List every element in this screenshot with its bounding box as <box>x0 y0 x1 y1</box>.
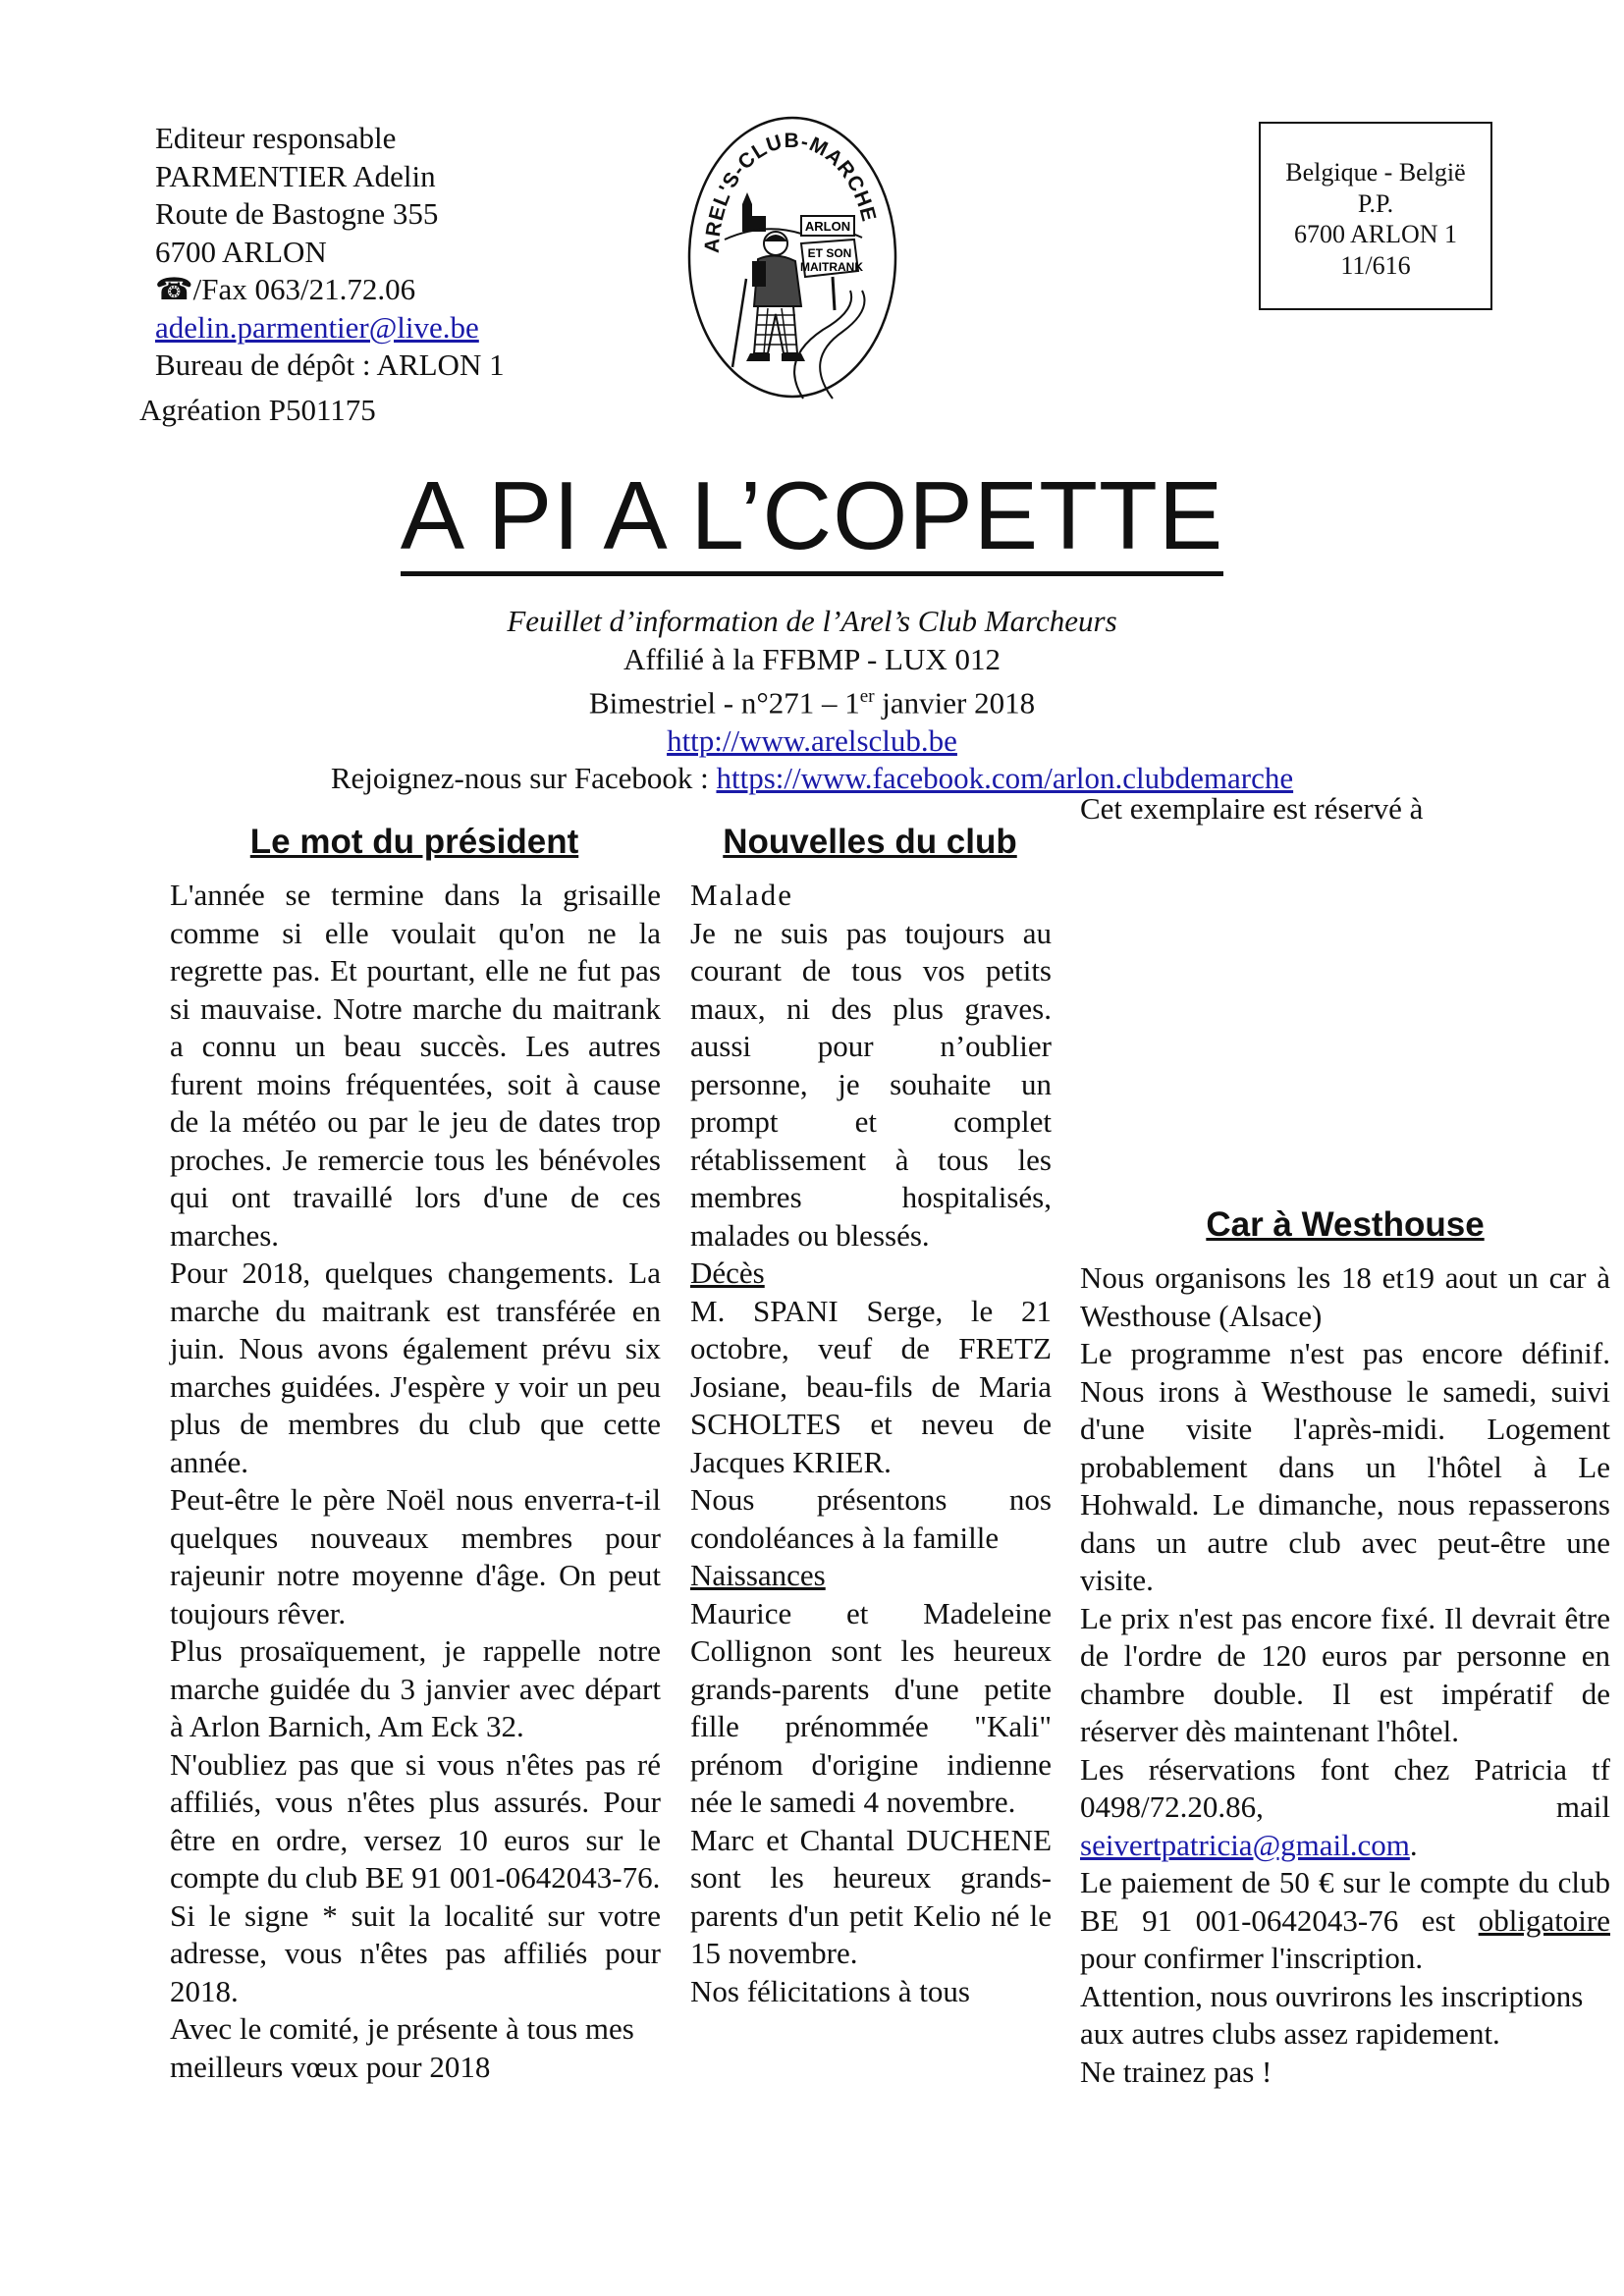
club-logo <box>685 114 899 400</box>
naissances-congrats: Nos félicitations à tous <box>690 1973 970 2008</box>
reservation-period: . <box>1409 1827 1418 1862</box>
westhouse-paragraph <box>1080 1751 1610 1865</box>
postage-country: Belgique - België <box>1285 158 1466 187</box>
naissances-title: Naissances <box>690 1558 826 1592</box>
malade-text: Je ne suis pas toujours au courant de tous vos petits maux, ni des plus graves. aussi pour n’oublier personne, je souhaite un prompt et complet rétablissement à tous les membres hospitalisés, malades ou blessés. <box>690 915 1052 1253</box>
payment-text: Le paiement de 50 € sur le compte du club BE 91 001-0642043-76 est <box>1080 1865 1610 1938</box>
deces-condolences: Nous présentons nos condoléances à la famille <box>690 1482 1052 1555</box>
postage-office: 6700 ARLON 1 <box>1293 220 1458 248</box>
publisher-depot: Bureau de dépôt : ARLON 1 <box>155 347 505 382</box>
publisher-street: Route de Bastogne 355 <box>155 196 439 231</box>
newsletter-title-wrap <box>0 461 1624 569</box>
logo-sign-line1: ET SON <box>807 246 852 260</box>
issue-sup: er <box>859 686 875 707</box>
issue-date: janvier 2018 <box>874 685 1036 721</box>
publisher-phone <box>155 271 505 309</box>
president-paragraph: Si le signe * suit la localité sur votre adresse, vous n'êtes pas affiliés pour 2018. <box>170 1897 661 2008</box>
website-link[interactable]: http://www.arelsclub.be <box>667 722 957 758</box>
publisher-city: 6700 ARLON <box>155 234 327 269</box>
publisher-name: PARMENTIER Adelin <box>155 158 436 193</box>
newsletter-issue <box>0 678 1624 722</box>
westhouse-paragraph: Le prix n'est pas encore fixé. Il devrait être de l'ordre de 120 euros par personne en chambre double. Il est impératif de réserver dès maintenant l'hôtel. <box>1080 1600 1610 1748</box>
publisher-email-link[interactable]: adelin.parmentier@live.be <box>155 309 479 345</box>
telephone-icon: ☎ <box>155 272 193 306</box>
club-news-heading: Nouvelles du club <box>723 823 1017 861</box>
westhouse-paragraph <box>1080 1864 1610 1978</box>
phone-number: /Fax 063/21.72.06 <box>192 272 416 306</box>
agreation-number: Agréation P501175 <box>139 393 376 427</box>
deces-title: Décès <box>690 1255 765 1290</box>
facebook-link[interactable]: https://www.facebook.com/arlon.clubdemarche <box>716 761 1294 796</box>
postage-box <box>1259 122 1492 310</box>
postage-number: 11/616 <box>1340 250 1411 280</box>
newsletter-affiliation: Affilié à la FFBMP - LUX 012 <box>623 641 1001 676</box>
postage-pp: P.P. <box>1357 188 1394 218</box>
reservation-email-link[interactable]: seivertpatricia@gmail.com <box>1080 1827 1410 1862</box>
malade-title: Malade <box>690 878 793 912</box>
newsletter-subtitle: Feuillet d’information de l’Arel’s Club Marcheurs <box>507 604 1117 638</box>
president-heading: Le mot du président <box>249 823 579 861</box>
president-paragraph: N'oubliez pas que si vous n'êtes pas ré affiliés, vous n'êtes plus assurés. Pour être en ordre, versez 10 euros sur le compte du club BE 91 001-0642043-76. <box>170 1746 661 1895</box>
reservation-text: Les réservations font chez Patricia tf 0498/72.20.86, mail <box>1080 1751 1610 1824</box>
president-paragraph: Plus prosaïquement, je rappelle notre marche guidée du 3 janvier avec départ à Arlon Barnich, Am Eck 32. <box>170 1633 661 1743</box>
logo-ring-text: AREL'S-CLUB-MARCHE <box>700 129 881 254</box>
club-news-column <box>690 877 1052 2010</box>
masthead-info <box>0 603 1624 798</box>
president-paragraph: Peut-être le père Noël nous enverra-t-il quelques nouveaux membres pour rajeunir notre moyenne d'âge. On peut toujours rêver. <box>170 1482 661 1630</box>
westhouse-heading: Car à Westhouse <box>1206 1205 1485 1244</box>
westhouse-column <box>1080 1259 1610 2091</box>
payment-obligatory: obligatoire <box>1478 1902 1610 1938</box>
president-paragraph: Avec le comité, je présente à tous mes meilleurs vœux pour 2018 <box>170 2011 634 2084</box>
president-paragraph: Pour 2018, quelques changements. La marche du maitrank est transférée en juin. Nous avons également prévu six marches guidées. J'espère y voir un peu plus de membres du club que cette année. <box>170 1255 661 1479</box>
westhouse-paragraph: Ne trainez pas ! <box>1080 2054 1272 2089</box>
publisher-line: Editeur responsable <box>155 121 397 155</box>
westhouse-paragraph: Le programme n'est pas encore définif. Nous irons à Westhouse le samedi, suivi d'une visite l'après-midi. Logement probablement dans un l'hôtel à Le Hohwald. Le dimanche, nous repasserons dans un autre club avec peut-être une visite. <box>1080 1336 1610 1597</box>
president-paragraph: L'année se termine dans la grisaille comme si elle voulait qu'on ne la regrette pas. Et pourtant, elle ne fut pas si mauvaise. Notre marche du maitrank a connu un beau succès. Les autres furent moins fréquentées, soit à cause de la météo ou par le jeu de dates trop proches. Je remercie tous les bénévoles qui ont travaillé lors d'une de ces marches. <box>170 878 661 1253</box>
logo-sign-arlon: ARLON <box>804 219 851 234</box>
naissances-text: Maurice et Madeleine Collignon sont les heureux grands-parents d'une petite fille prénommée "Kali" prénom d'origine indienne née le samedi 4 novembre. <box>690 1595 1052 1819</box>
westhouse-paragraph: Attention, nous ouvrirons les inscriptions aux autres clubs assez rapidement. <box>1080 1978 1584 2051</box>
reserved-for: Cet exemplaire est réservé à <box>1080 791 1424 826</box>
facebook-label: Rejoignez-nous sur Facebook : <box>330 761 717 796</box>
naissances-text: Marc et Chantal DUCHENE sont les heureux grands-parents d'un petit Kelio né le 15 novembre. <box>690 1822 1052 1970</box>
president-column <box>170 877 661 2086</box>
payment-text-end: pour confirmer l'inscription. <box>1080 1941 1424 1975</box>
publisher-block <box>155 120 505 385</box>
westhouse-paragraph: Nous organisons les 18 et19 aout un car à Westhouse (Alsace) <box>1080 1260 1610 1333</box>
logo-sign-line2: MAITRANK <box>800 260 863 274</box>
newsletter-title: A PI A L’COPETTE <box>401 461 1223 576</box>
issue-number: Bimestriel - n°271 – 1 <box>588 685 860 721</box>
deces-text: M. SPANI Serge, le 21 octobre, veuf de FRETZ Josiane, beau-fils de Maria SCHOLTES et neveu de Jacques KRIER. <box>690 1293 1052 1479</box>
